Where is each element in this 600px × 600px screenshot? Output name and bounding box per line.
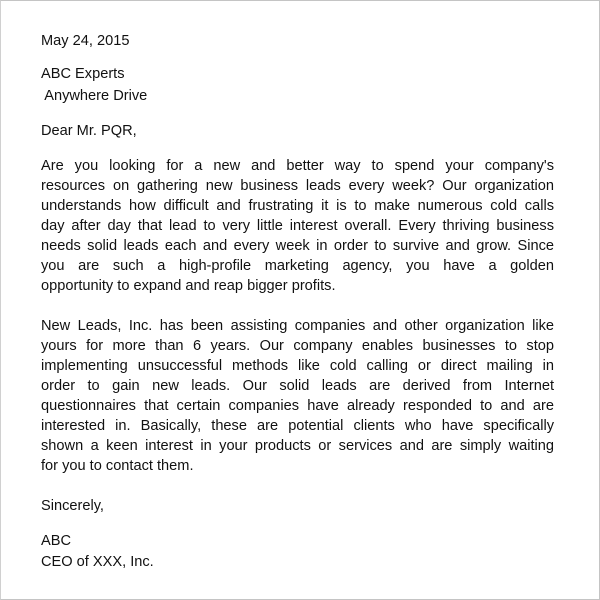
paragraph-line: implementing unsuccessful methods like cold calling or direct mailing in <box>41 358 554 374</box>
paragraph-line: needs solid leads each and every week in order to survive and grow. Since <box>41 238 554 254</box>
paragraph-line: resources on gathering new business leads every week? Our organization <box>41 178 554 194</box>
paragraph-line: shown a keen interest in your products or services and are simply waiting <box>41 438 554 454</box>
salutation: Dear Mr. PQR, <box>41 123 137 139</box>
signer-name: ABC <box>41 533 72 549</box>
letter-date: May 24, 2015 <box>41 33 130 49</box>
body-paragraph-2 <box>41 316 554 476</box>
paragraph-line: questionnaires that certain companies have already responded to and are <box>41 398 554 414</box>
recipient-address: Anywhere Drive <box>41 88 148 104</box>
paragraph-line: interested in. Basically, these are potential clients who have specifically <box>41 418 554 434</box>
signer-title: CEO of XXX, Inc. <box>41 554 154 570</box>
paragraph-line: for you to contact them. <box>41 458 194 474</box>
paragraph-line: order to gain new leads. Our solid leads are derived from Internet <box>41 378 554 394</box>
paragraph-line: day after day that lead to very little interest overall. Every thriving business <box>41 218 554 234</box>
paragraph-line: opportunity to expand and reap bigger profits. <box>41 278 336 294</box>
recipient-name: ABC Experts <box>41 66 125 82</box>
paragraph-line: Are you looking for a new and better way to spend your company's <box>41 158 554 174</box>
closing: Sincerely, <box>41 498 104 514</box>
paragraph-line: yours for more than 6 years. Our company enables businesses to stop <box>41 338 554 354</box>
paragraph-line: you are such a high-profile marketing agency, you have a golden <box>41 258 554 274</box>
body-paragraph-1 <box>41 156 554 296</box>
paragraph-line: New Leads, Inc. has been assisting companies and other organization like <box>41 318 554 334</box>
paragraph-line: understands how difficult and frustrating it is to make numerous cold calls <box>41 198 554 214</box>
